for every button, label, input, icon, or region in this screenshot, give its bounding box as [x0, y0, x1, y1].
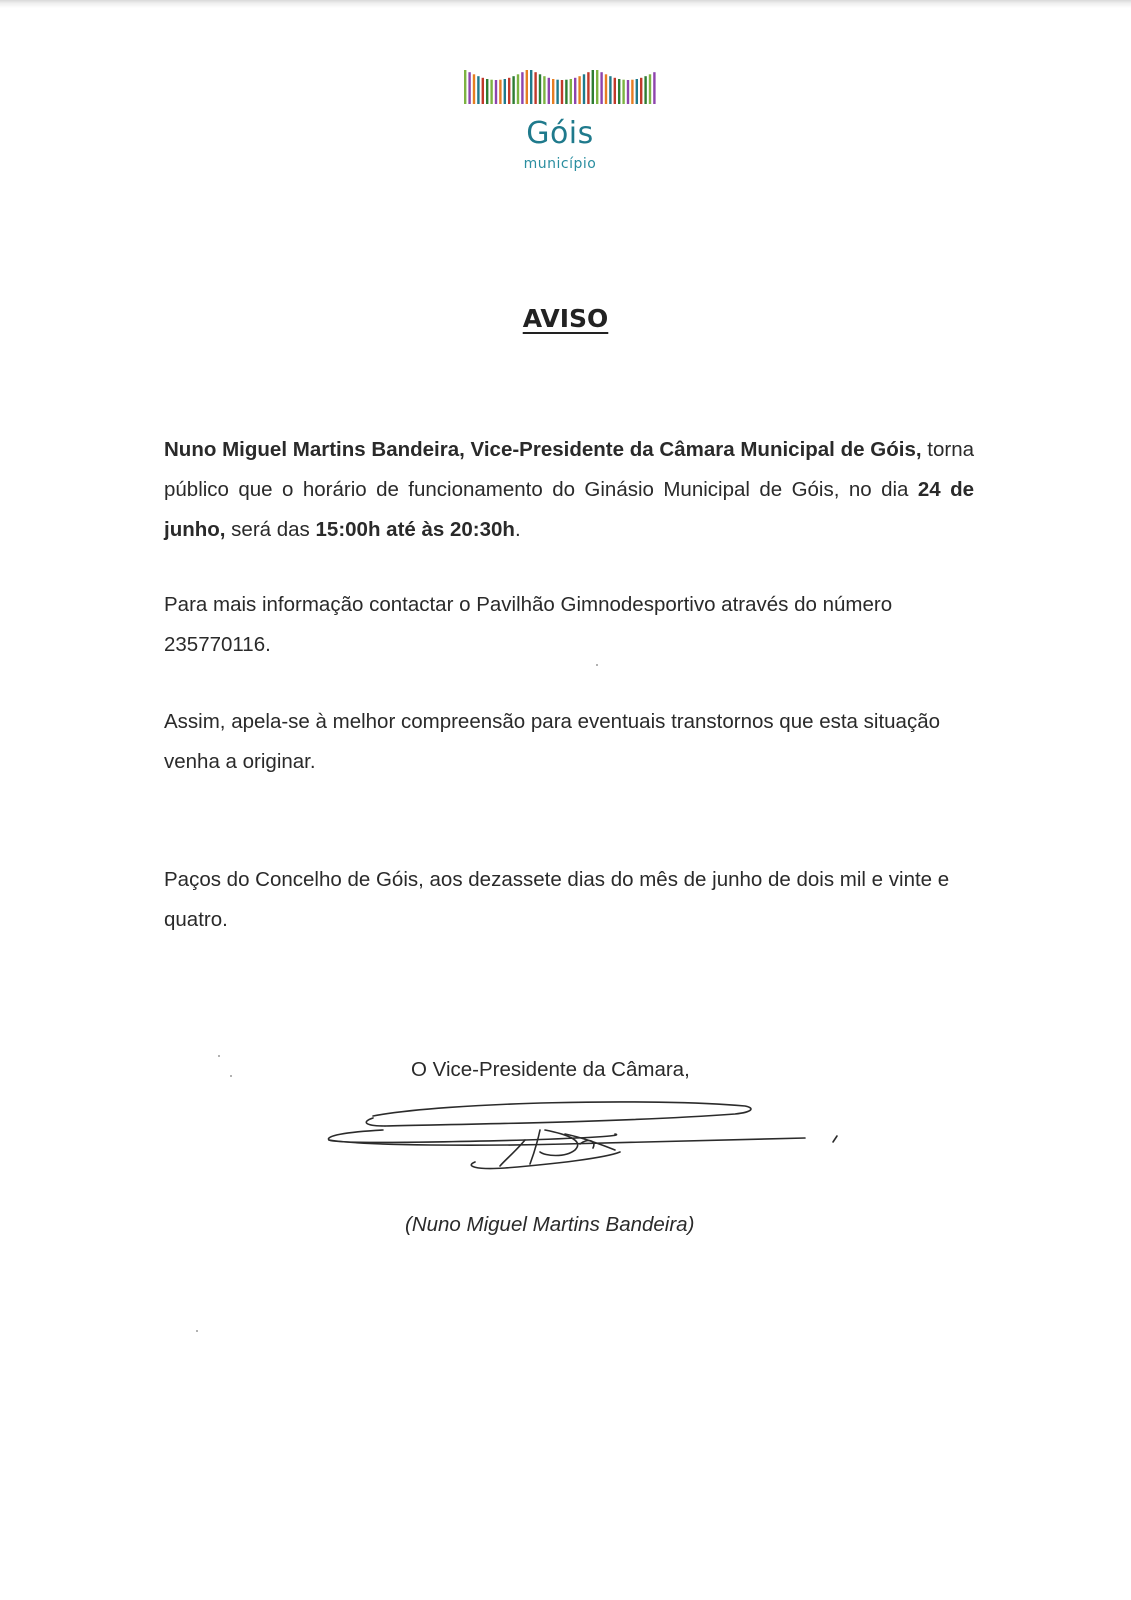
logo-bar: [477, 76, 479, 104]
logo-bar: [614, 78, 616, 104]
logo-bar: [495, 80, 497, 104]
announcement-hours: 15:00h até às 20:30h: [315, 518, 515, 541]
paragraph-announcement: [164, 430, 974, 550]
announcement-text-3: .: [514, 518, 521, 541]
logo-bar: [574, 78, 576, 104]
logo-bar: [583, 74, 585, 104]
paragraph-apology: Assim, apela-se à melhor compreensão para eventuais transtornos que esta situação venha a originar.: [164, 710, 941, 773]
logo-bar: [609, 76, 611, 104]
logo-bar: [649, 74, 651, 104]
handwritten-signature: [325, 1100, 855, 1180]
announcement-date: 24 de junho,: [164, 478, 975, 541]
signatory-title: O Vice-Presidente da Câmara,: [411, 1058, 690, 1081]
logo-bar: [618, 79, 620, 104]
scan-edge: [0, 0, 1131, 8]
scan-speck: [596, 664, 598, 666]
logo-bar: [631, 80, 633, 104]
logo-bar: [526, 70, 528, 104]
logo-bar: [587, 72, 589, 104]
logo-bar: [578, 76, 580, 104]
announcer-name: Nuno Miguel Martins Bandeira, Vice-Presidente da Câmara Municipal de Góis,: [164, 438, 922, 461]
logo-bar: [644, 76, 646, 104]
logo-bar: [512, 76, 514, 104]
logo-bar: [570, 79, 572, 104]
scan-speck: [196, 1330, 198, 1332]
logo-bar: [640, 78, 642, 104]
logo-bar: [530, 70, 532, 104]
logo-bar: [486, 79, 488, 104]
logo-bar: [468, 72, 470, 104]
notice-title: AVISO: [522, 304, 609, 333]
scan-speck: [218, 1055, 220, 1057]
announcement-text-2: será das: [225, 518, 316, 541]
logo-bar: [627, 80, 629, 104]
logo-bar: [473, 74, 475, 104]
logo-bar: [482, 78, 484, 104]
logo-subtitle: município: [523, 156, 597, 172]
logo-bar: [592, 70, 594, 104]
logo-bar: [636, 79, 638, 104]
logo-bar: [504, 79, 506, 104]
logo-bar: [534, 72, 536, 104]
logo-bar: [548, 78, 550, 104]
logo-bar: [556, 80, 558, 104]
logo-bar: [490, 80, 492, 104]
logo-bar: [605, 74, 607, 104]
logo-bar: [552, 79, 554, 104]
logo-bar: [596, 70, 598, 104]
logo-bar: [539, 74, 541, 104]
logo-bar: [517, 74, 519, 104]
municipality-logo: [450, 66, 670, 186]
logo-bar: [464, 70, 466, 104]
logo-bar: [653, 72, 655, 104]
logo-bar: [622, 80, 624, 104]
signatory-name: (Nuno Miguel Martins Bandeira): [405, 1213, 695, 1236]
bridge-arches-icon: [462, 66, 658, 108]
logo-bar: [565, 80, 567, 104]
logo-bar: [521, 72, 523, 104]
paragraph-date-place: Paços do Concelho de Góis, aos dezassete dias do mês de junho de dois mil e vinte e quatro.: [164, 868, 950, 931]
logo-bar: [499, 80, 501, 104]
logo-bar: [561, 80, 563, 104]
announcement-text-1: torna público que o horário de funcionamento do Ginásio Municipal de Góis, no dia: [164, 438, 975, 501]
logo-bar: [543, 76, 545, 104]
scan-speck: [230, 1075, 232, 1077]
logo-name: Góis: [526, 116, 594, 151]
logo-bar: [508, 78, 510, 104]
paragraph-contact: Para mais informação contactar o Pavilhão Gimnodesportivo através do número 235770116.: [164, 593, 893, 656]
logo-bar: [600, 72, 602, 104]
